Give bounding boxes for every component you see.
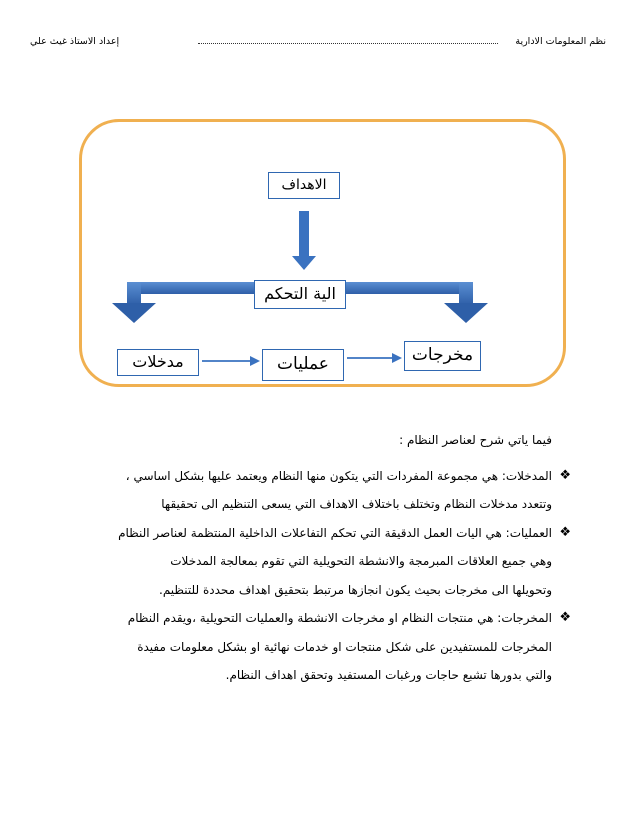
list-item-processes	[40, 519, 571, 605]
item-line: المدخلات: هي مجموعة المفردات التي يتكون منها النظام ويعتمد عليها بشكل اساسي ،	[125, 468, 552, 483]
goals-box: الاهداف	[268, 172, 340, 199]
list-item-outputs	[40, 604, 571, 690]
processes-to-outputs-arrow	[347, 353, 402, 363]
item-line: المخرجات: هي منتجات النظام او مخرجات الانشطة والعمليات التحويلية ،ويقدم النظام	[127, 611, 552, 625]
body-text	[40, 426, 571, 690]
item-line: والتي بدورها تشبع حاجات ورغبات المستفيد وتحقق اهداف النظام.	[225, 668, 552, 682]
item-line: وتحويلها الى مخرجات بحيث يكون انجازها مرتبط بتحقيق اهداف محددة للتنظيم.	[159, 582, 552, 597]
header-title: نظم المعلومات الادارية	[515, 36, 606, 47]
diamond-bullet-icon: ❖	[559, 610, 571, 625]
goals-to-control-arrow	[292, 211, 316, 270]
item-line: وهي جميع العلاقات المبرمجة والانشطة التحويلية التي تقوم بمعالجة المدخلات	[170, 554, 552, 568]
control-to-inputs-arrow	[112, 282, 256, 323]
list-item-inputs	[40, 462, 571, 519]
inputs-box: مدخلات	[117, 349, 199, 376]
inputs-to-processes-arrow	[202, 356, 260, 366]
intro-line: فيما ياتي شرح لعناصر النظام :	[399, 433, 552, 447]
control-box: الية التحكم	[254, 280, 346, 309]
diamond-bullet-icon: ❖	[559, 467, 571, 483]
diamond-bullet-icon: ❖	[559, 524, 571, 540]
processes-box: عمليات	[262, 349, 344, 381]
control-to-outputs-arrow	[344, 282, 488, 323]
header-author: إعداد الاستاذ غيث علي	[30, 36, 120, 47]
item-line: وتتعدد مدخلات النظام وتختلف باختلاف الاهداف التي يسعى التنظيم الى تحقيقها	[161, 497, 552, 511]
item-line: المخرجات للمستفيدين على شكل منتجات او خدمات نهائية او بشكل معلومات مفيدة	[137, 639, 552, 654]
item-line: العمليات: هي اليات العمل الدقيقة التي تحكم التفاعلات الداخلية المنتظمة لعناصر النظام	[118, 525, 552, 540]
outputs-box: مخرجات	[404, 341, 481, 371]
